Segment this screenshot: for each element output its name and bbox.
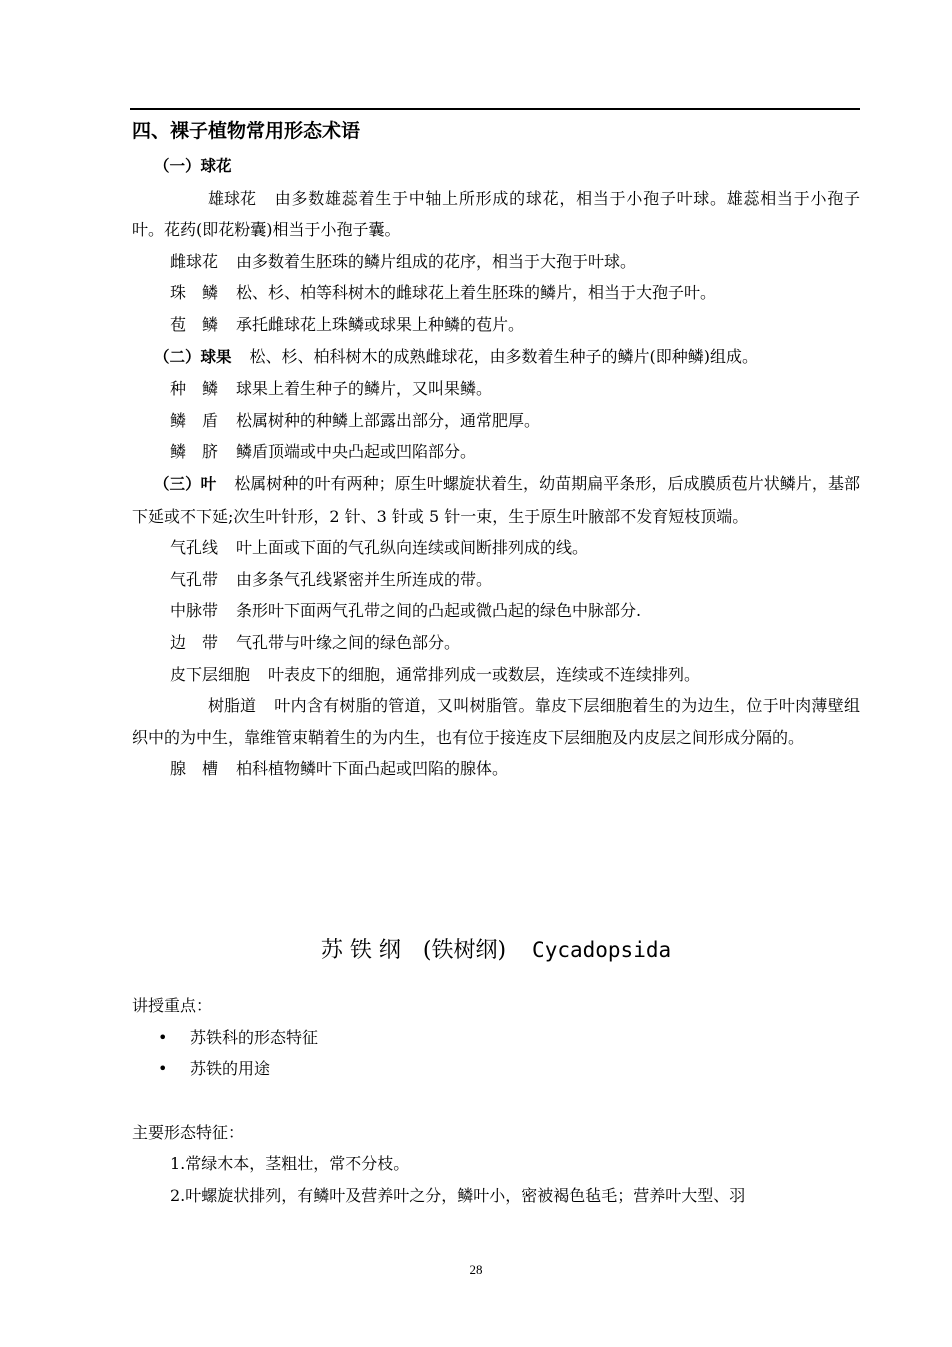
term-label: 雌球花 bbox=[170, 251, 219, 271]
term-definition: 气孔带与叶缘之间的绿色部分。 bbox=[236, 632, 461, 652]
term-definition: 由多条气孔线紧密并生所连成的带。 bbox=[236, 569, 493, 589]
term-label: 中脉带 bbox=[170, 601, 219, 621]
cycad-section bbox=[132, 990, 860, 1212]
term-definition: 叶内含有树脂的管道，又叫树脂管。靠皮下层细胞着生的为边生，位于叶肉薄壁组织中的为中生，靠维管束鞘着生的为内生，也有位于接连皮下层细胞及内皮层之间形成分隔的。 bbox=[132, 696, 860, 747]
term-label: 树脂道 bbox=[208, 696, 257, 716]
term-definition: 由多数着生胚珠的鳞片组成的花序，相当于大孢于叶球。 bbox=[236, 251, 637, 271]
term-midrib-band bbox=[132, 595, 860, 627]
key-point-item bbox=[132, 1053, 860, 1085]
subsection-leaf bbox=[132, 468, 860, 532]
term-definition: 松、杉、柏等科树木的雌球花上着生胚珠的鳞片，相当于大孢子叶。 bbox=[236, 283, 717, 303]
term-gland bbox=[132, 753, 860, 785]
term-definition: 叶上面或下面的气孔纵向连续或间断排列成的线。 bbox=[236, 538, 589, 558]
terminology-section bbox=[132, 116, 860, 785]
header-rule bbox=[130, 108, 860, 110]
term-bract-scale bbox=[132, 309, 860, 341]
bullet-icon: • bbox=[158, 1059, 168, 1079]
feature-item: 1.常绿木本，茎粗壮，常不分枝。 bbox=[170, 1154, 410, 1174]
term-resin-canal bbox=[132, 690, 860, 753]
term-label: 鳞 盾 bbox=[170, 410, 219, 430]
term-definition: 条形叶下面两气孔带之间的凸起或微凸起的绿色中脉部分. bbox=[236, 601, 642, 621]
term-label: 气孔线 bbox=[170, 538, 219, 558]
term-definition: 由多数雄蕊着生于中轴上所形成的球花，相当于小孢子叶球。雄蕊相当于小孢子叶。花药(即花粉囊)相当于小孢子囊。 bbox=[132, 188, 860, 240]
term-definition: 球果上着生种子的鳞片，又叫果鳞。 bbox=[236, 379, 493, 399]
term-seed-scale bbox=[132, 373, 860, 405]
term-female-cone bbox=[132, 246, 860, 278]
key-point-text: 苏铁科的形态特征 bbox=[190, 1027, 319, 1047]
term-definition: 鳞盾顶端或中央凸起或凹陷部分。 bbox=[236, 442, 477, 462]
class-title-alias: (铁树纲) bbox=[422, 938, 507, 963]
term-hypodermis bbox=[132, 659, 860, 691]
term-label: 腺 槽 bbox=[170, 759, 219, 779]
term-definition: 承托雌球花上珠鳞或球果上种鳞的苞片。 bbox=[236, 314, 525, 334]
subsection-definition: 松、杉、柏科树木的成熟雌球花，由多数着生种子的鳞片(即种鳞)组成。 bbox=[249, 346, 759, 366]
term-definition: 松属树种的种鳞上部露出部分，通常肥厚。 bbox=[236, 410, 541, 430]
term-label: 珠 鳞 bbox=[170, 283, 219, 303]
term-stomatal-band bbox=[132, 564, 860, 596]
term-label: 雄球花 bbox=[208, 188, 257, 208]
bullet-icon: • bbox=[158, 1027, 168, 1047]
term-ovuliferous-scale bbox=[132, 277, 860, 309]
subsection-heading-fruit: （二）球果 松、杉、柏科树木的成熟雌球花，由多数着生种子的鳞片(即种鳞)组成。 bbox=[154, 346, 759, 366]
section-title: 四、裸子植物常用形态术语 bbox=[132, 120, 361, 142]
class-title-latin: Cycadopsida bbox=[532, 938, 672, 962]
key-point-item bbox=[132, 1022, 860, 1054]
feature-item: 2.叶螺旋状排列，有鳞叶及营养叶之分，鳞叶小，密被褐色毡毛；营养叶大型、羽 bbox=[170, 1185, 746, 1205]
term-label: 气孔带 bbox=[170, 569, 219, 589]
term-label: 皮下层细胞 bbox=[170, 664, 251, 684]
subsection-heading-leaf: （三）叶 bbox=[154, 474, 217, 493]
term-label: 种 鳞 bbox=[170, 379, 219, 399]
term-label: 苞 鳞 bbox=[170, 314, 219, 334]
term-umbo bbox=[132, 436, 860, 468]
key-point-text: 苏铁的用途 bbox=[190, 1059, 271, 1079]
page-number: 28 bbox=[469, 1262, 483, 1277]
term-definition: 叶表皮下的细胞，通常排列成一或数层，连续或不连续排列。 bbox=[268, 664, 701, 684]
term-label: 鳞 脐 bbox=[170, 442, 219, 462]
features-label: 主要形态特征： bbox=[132, 1122, 245, 1142]
term-label: 边 带 bbox=[170, 632, 219, 652]
term-definition: 柏科植物鳞叶下面凸起或凹陷的腺体。 bbox=[236, 759, 509, 779]
term-margin-band bbox=[132, 627, 860, 659]
term-apophysis bbox=[132, 405, 860, 437]
class-title-chinese: 苏 铁 纲 bbox=[320, 938, 401, 963]
term-male-cone bbox=[132, 183, 860, 246]
key-points-label: 讲授重点： bbox=[132, 996, 213, 1015]
class-title bbox=[130, 933, 862, 968]
subsection-definition: 松属树种的叶有两种；原生叶螺旋状着生，幼苗期扁平条形，后成膜质苞片状鳞片，基部下延或不下延;次生叶针形，2 针、3 针或 5 针一束，生于原生叶腋部不发育短枝顶端。 bbox=[132, 473, 860, 526]
subsection-heading-cone: （一）球花 bbox=[154, 157, 232, 175]
term-stomatal-line bbox=[132, 532, 860, 564]
